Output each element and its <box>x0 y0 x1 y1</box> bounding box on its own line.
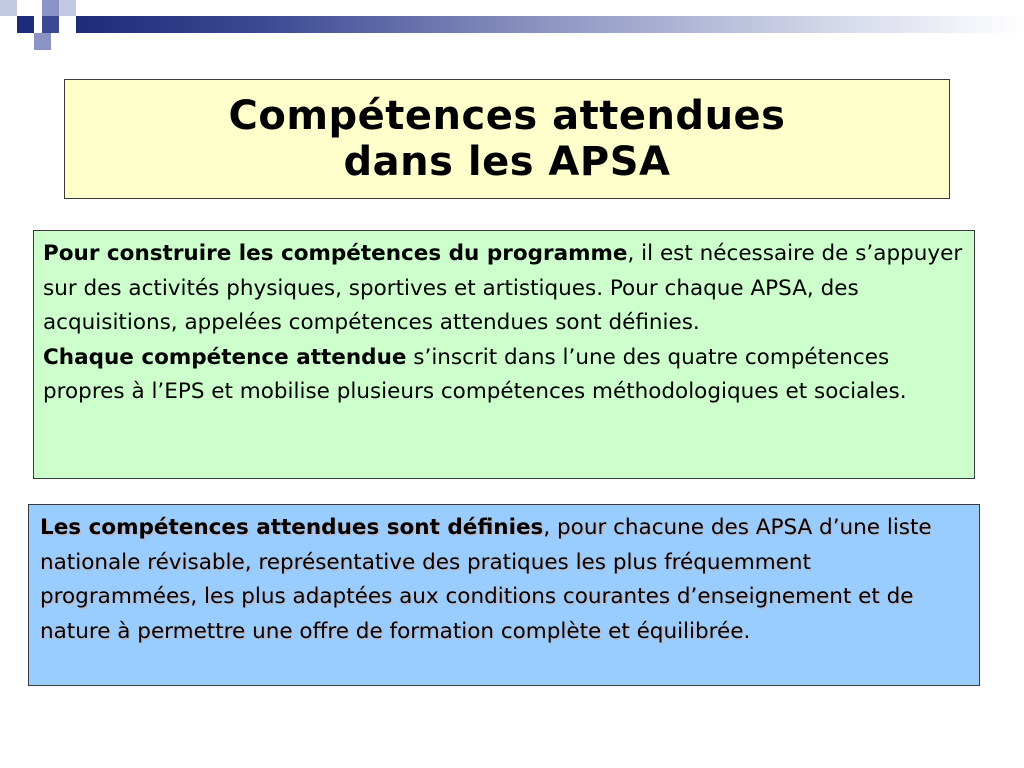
definition-text-box <box>28 504 980 686</box>
definition-lead: Les compétences attendues sont définies <box>40 515 544 540</box>
slide-title-line2: dans les APSA <box>343 139 671 185</box>
competence-paragraph <box>43 341 966 410</box>
decor-square <box>0 0 17 16</box>
slide-title-line1: Compétences attendues <box>228 93 786 139</box>
programme-lead: Pour construire les compétences du programme <box>43 241 628 266</box>
decor-square <box>34 33 51 50</box>
decor-square <box>17 16 34 33</box>
decor-square <box>59 0 76 16</box>
competence-body: s’inscrit dans l’une des quatre compétences propres à l’EPS et mobilise plusieurs compétences méthodologiques et sociales. <box>43 344 907 404</box>
definition-body: , pour chacune des APSA d’une liste nationale révisable, représentative des pratiques les plus fréquemment programmées, les plus adaptées aux conditions courantes d’enseignement et de nature à permettre une offre de formation complète et équilibrée. <box>40 515 932 644</box>
programme-text-box <box>33 230 975 479</box>
decorative-header <box>0 0 1024 52</box>
slide-title-box <box>64 79 950 199</box>
decor-square <box>17 0 35 16</box>
decor-gradient-bar <box>76 16 1024 33</box>
decor-square <box>42 0 59 16</box>
programme-body: , il est nécessaire de s’appuyer sur des activités physiques, sportives et artistiques. Pour chaque APSA, des acquisitions, appelées compétences attendues sont définies. <box>43 241 963 335</box>
definition-paragraph <box>40 511 971 649</box>
programme-paragraph <box>43 237 966 341</box>
decor-square <box>42 16 59 33</box>
competence-lead: Chaque compétence attendue <box>43 344 407 370</box>
